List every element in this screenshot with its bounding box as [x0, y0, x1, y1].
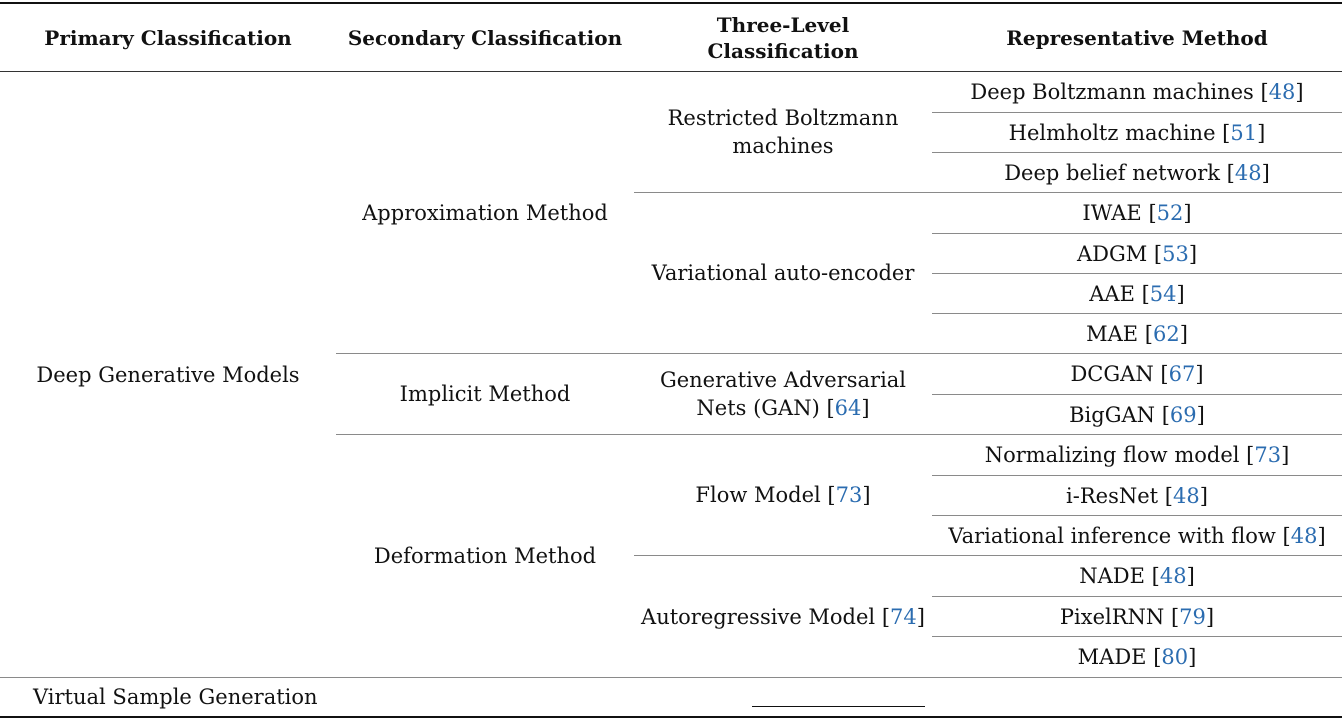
method-cell: MAE [ 62 ]	[1086, 321, 1188, 346]
method-cell: Deep Boltzmann machines [ 48 ]	[970, 80, 1304, 104]
citation-link[interactable]: 64	[834, 396, 862, 420]
citation-link[interactable]: 74	[890, 604, 917, 629]
header-three-level-line2: Classification	[707, 38, 859, 63]
method-name: DCGAN	[1070, 362, 1161, 386]
citation-link[interactable]: 53	[1162, 241, 1189, 266]
method-cell: DCGAN [ 67 ]	[1070, 362, 1204, 386]
method-name: NADE	[1079, 564, 1152, 588]
method-cell: BigGAN [ 69 ]	[1069, 402, 1205, 427]
secondary-implicit: Implicit Method	[399, 382, 571, 406]
citation-link[interactable]: 48	[1268, 80, 1296, 104]
method-name: IWAE	[1082, 201, 1149, 225]
three-level-gan-line2: Nets (GAN) [64]	[696, 396, 870, 420]
method-name: MAE	[1086, 321, 1145, 346]
citation-link[interactable]: 51	[1230, 120, 1258, 145]
method-name: Variational inference with flow	[948, 523, 1283, 548]
three-level-gan	[634, 354, 932, 434]
method-cell: IWAE [ 52 ]	[1082, 201, 1192, 225]
method-name: PixelRNN	[1059, 604, 1171, 629]
header-representative: Representative Method	[1006, 25, 1268, 50]
empty-cell-underline	[752, 706, 925, 707]
method-cell: Helmholtz machine [ 51 ]	[1008, 120, 1266, 145]
secondary-deformation: Deformation Method	[373, 544, 597, 568]
method-cell: NADE [ 48 ]	[1079, 564, 1195, 588]
method-name: Deep belief network	[1004, 160, 1227, 185]
citation-link[interactable]: 80	[1161, 645, 1189, 669]
three-level-rbm	[634, 72, 932, 192]
three-level-rbm-line2: machines	[732, 134, 834, 158]
citation-link[interactable]: 48	[1234, 160, 1262, 185]
method-cell: Variational inference with flow [ 48 ]	[948, 523, 1326, 548]
citation-link[interactable]: 79	[1179, 604, 1206, 629]
method-name: BigGAN	[1069, 402, 1162, 427]
secondary-approximation: Approximation Method	[362, 200, 608, 225]
header-three-level	[634, 4, 932, 71]
citation-link[interactable]: 48	[1159, 564, 1187, 588]
method-cell: i-ResNet [ 48 ]	[1066, 483, 1208, 508]
method-cell: Normalizing flow model [ 73 ]	[984, 443, 1290, 467]
header-secondary: Secondary Classification	[347, 25, 623, 50]
citation-link[interactable]: 67	[1168, 362, 1196, 386]
citation-link[interactable]: 69	[1169, 402, 1197, 427]
header-primary: Primary Classification	[44, 25, 292, 50]
method-name: Helmholtz machine	[1008, 120, 1223, 145]
header-three-level-line1: Three-Level	[716, 12, 850, 37]
method-cell: MADE [ 80 ]	[1077, 645, 1197, 669]
method-name: Deep Boltzmann machines	[970, 80, 1261, 104]
primary-virtual-sample: Virtual Sample Generation	[33, 685, 318, 709]
method-cell: Deep belief network [ 48 ]	[1004, 160, 1270, 185]
citation-link[interactable]: 62	[1152, 321, 1180, 346]
citation-link[interactable]: 48	[1290, 523, 1318, 548]
table-bottom-rule	[0, 716, 1342, 718]
citation-link[interactable]: 54	[1149, 281, 1177, 306]
method-cell: AAE [ 54 ]	[1089, 281, 1185, 306]
citation-link[interactable]: 48	[1173, 483, 1200, 508]
method-name: Normalizing flow model	[984, 443, 1247, 467]
method-name: ADGM	[1076, 241, 1154, 266]
three-level-autoregressive: Autoregressive Model [ 74 ]	[641, 604, 925, 629]
three-level-rbm-line1: Restricted Boltzmann	[667, 106, 899, 130]
three-level-autoregressive-text: Autoregressive Model	[641, 604, 882, 629]
citation-link[interactable]: 73	[835, 483, 863, 507]
method-cell: PixelRNN [ 79 ]	[1059, 604, 1215, 629]
three-level-flow-text: Flow Model	[695, 483, 828, 507]
citation-link[interactable]: 73	[1254, 443, 1282, 467]
primary-deep-generative: Deep Generative Models	[36, 362, 300, 387]
three-level-gan-line2-text: Nets (GAN)	[696, 396, 827, 420]
method-name: AAE	[1089, 281, 1142, 306]
method-cell: ADGM [ 53 ]	[1076, 241, 1198, 266]
three-level-gan-line1: Generative Adversarial	[659, 368, 907, 392]
citation-link[interactable]: 52	[1156, 201, 1184, 225]
method-name: i-ResNet	[1066, 483, 1165, 508]
three-level-flow: Flow Model [ 73 ]	[695, 483, 871, 507]
method-name: MADE	[1077, 645, 1154, 669]
three-level-vae: Variational auto-encoder	[651, 261, 915, 285]
